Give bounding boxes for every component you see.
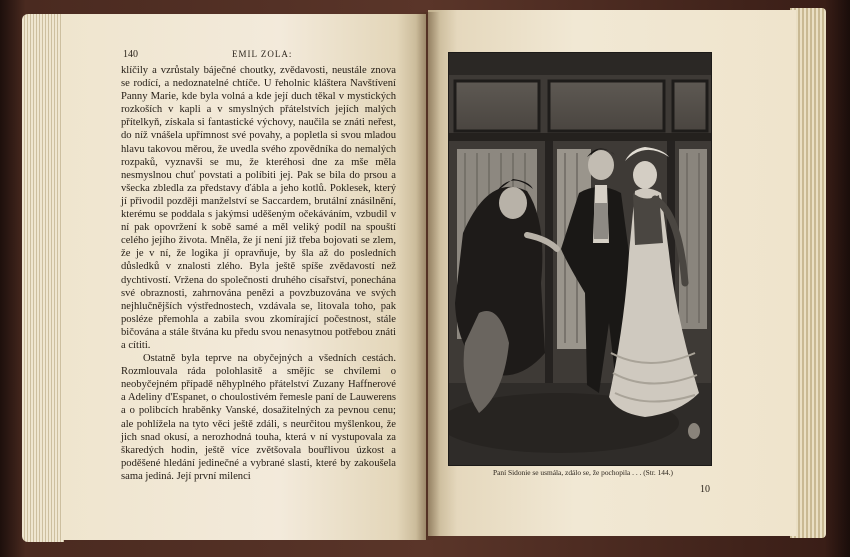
page-number-left: 140 xyxy=(123,49,138,60)
book-gutter xyxy=(416,12,440,540)
page-number-right: 10 xyxy=(700,484,710,495)
paragraph-1: klíčily a vzrůstaly báječné choutky, zvědavosti, neustále znova se rodící, a nedoznatelné chtíče. U řeholnic kláštera Navštívení Panny Marie, kde byla volná a kde její duch těkal v mystických rozkoších v kapli a v smyslných přátelstvích jejích malých přítelkyň, získala si fantastické výchovy, naučila se znáti neřest, do níž vnášela upřímnost své povahy, a popletla si svou mladou hlavu takovou měrou, že uvedla svého zpovědníka do nemalých rozpaků, vyznavši se mu, že kteréhosi dne za mše měla nesmyslnou chuť povstati a políbiti jej. Pak se bila do prsou a všecka zbledla za představy ďábla a jeho kotlů. Poklesek, který jí přivodil později manželství se Saccardem, brutální znásilnění, kterému se poddala s jakýmsi uděšeným očekáváním, vzbudil v ní pak opovržení k sobě samé a měl veliký podíl na spouští celého jejího života. Mněla, že jí není již třeba bojovati se zlem, že je v ní, že logika jí opravňuje, by šla až do posledních důsledků v znalosti zlého. Byla ještě spíše zvědavostí než dychtivostí. Vržena do společnosti druhého císařství, ponechána své obraznosti, zahrnována penězi a povzbuzována ve svých nejhlučnějších výstřednostech, vzdávala se, litovala toho, pak posléze přemohla a zabila svou zkomírající počestnost, stále bičována a stále štvána ku předu svou nenasytnou potřebou znáti a cítiti. xyxy=(121,65,396,351)
paragraph-2: Ostatně byla teprve na obyčejných a všedních cestách. Rozmlouvala ráda polohlasitě a smějíc se chvílemi o neobyčejném případě něhyplného přátelství Zuzany Haffnerové a Adeliny d'Espanet, o choulostivém řemesle paní de Lauwerens a o polibcích hraběnky Vanské, dosažitelných za pevnou cenu; ale pohlížela na tyto věci ještě zdáli, s neurčitou myšlenkou, že jich snad okusí, a nerozhodná touha, která v ní vystupovala za škaredých hodin, ještě více zvětšovala bouřlivou úzkost a poděšené hledání jedinečné a vybrané slasti, které by zakoušela sama jediná. Její první milenci xyxy=(121,353,396,482)
illustration-engraving xyxy=(448,52,712,466)
running-head: EMIL ZOLA: xyxy=(232,49,293,59)
engraving-image xyxy=(449,53,711,465)
body-text xyxy=(121,64,396,483)
left-page-edges xyxy=(22,14,64,542)
illustration-caption: Paní Sidonie se usmála, zdálo se, že pochopila . . . (Str. 144.) xyxy=(492,468,673,477)
